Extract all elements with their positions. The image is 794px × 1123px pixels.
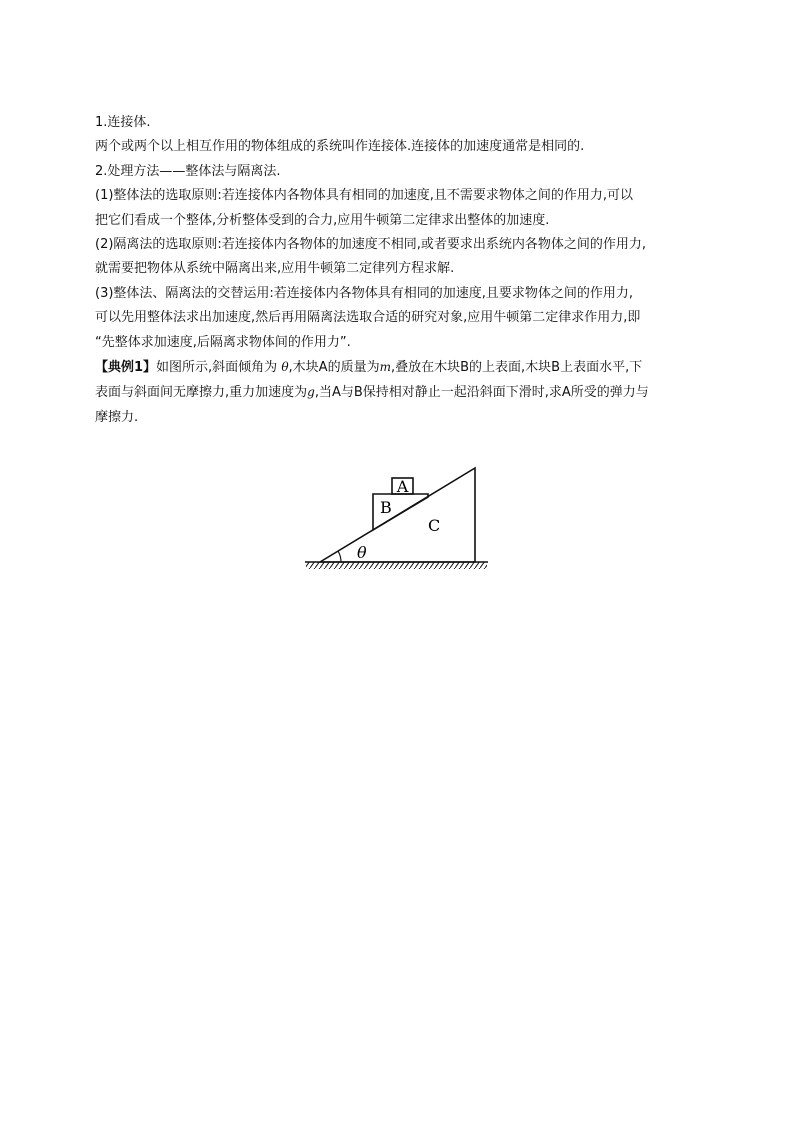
method-3-line-1: (3)整体法、隔离法的交替运用:若连接体内各物体具有相同的加速度,且要求物体之间的作用力, <box>95 285 634 301</box>
label-c: C <box>428 516 441 535</box>
theta-symbol: θ <box>281 360 289 375</box>
example-line-1 <box>95 355 705 380</box>
label-a: A <box>396 477 409 496</box>
example-tag: 【典例1】 <box>95 360 157 376</box>
label-b: B <box>380 498 392 517</box>
method-1-line-1: (1)整体法的选取原则:若连接体内各物体具有相同的加速度,且不需要求物体之间的作用力,可以 <box>95 188 634 204</box>
section-2-heading: 2.处理方法——整体法与隔离法. <box>95 163 281 179</box>
example-text-1b: ,木块A的质量为 <box>288 360 380 376</box>
example-line-2 <box>95 380 705 405</box>
example-text-1a: 如图所示,斜面倾角为 <box>156 360 282 376</box>
ground-hatching <box>306 562 487 569</box>
gravity-symbol: g <box>307 385 315 400</box>
incline-diagram-svg <box>300 463 494 579</box>
example-text-2b: ,当A与B保持相对静止一起沿斜面下滑时,求A所受的弹力与 <box>314 385 649 401</box>
incline-diagram <box>300 463 494 579</box>
method-3-line-2: 可以先用整体法求出加速度,然后再用隔离法选取合适的研究对象,应用牛顿第二定律求作用力,即 <box>95 310 641 326</box>
example-text-1c: ,叠放在木块B的上表面,木块B上表面水平,下 <box>390 360 643 376</box>
section-1-heading: 1.连接体. <box>95 115 151 130</box>
method-3-line-3: “先整体求加速度,后隔离求物体间的作用力”. <box>95 334 351 350</box>
method-2-line-2: 就需要把物体从系统中隔离出来,应用牛顿第二定律列方程求解. <box>95 261 455 277</box>
angle-arc <box>338 551 341 562</box>
mass-symbol: m <box>379 360 391 375</box>
section-1-text: 两个或两个以上相互作用的物体组成的系统叫作连接体.连接体的加速度通常是相同的. <box>95 139 585 155</box>
example-line-3: 摩擦力. <box>95 409 139 425</box>
method-2-line-1: (2)隔离法的选取原则:若连接体内各物体的加速度不相同,或者要求出系统内各物体之间的作用力, <box>95 237 647 253</box>
angle-theta-label: θ <box>357 543 367 562</box>
document-body <box>95 111 705 430</box>
method-1-line-2: 把它们看成一个整体,分析整体受到的合力,应用牛顿第二定律求出整体的加速度. <box>95 212 550 228</box>
example-text-2a: 表面与斜面间无摩擦力,重力加速度为 <box>95 385 308 401</box>
